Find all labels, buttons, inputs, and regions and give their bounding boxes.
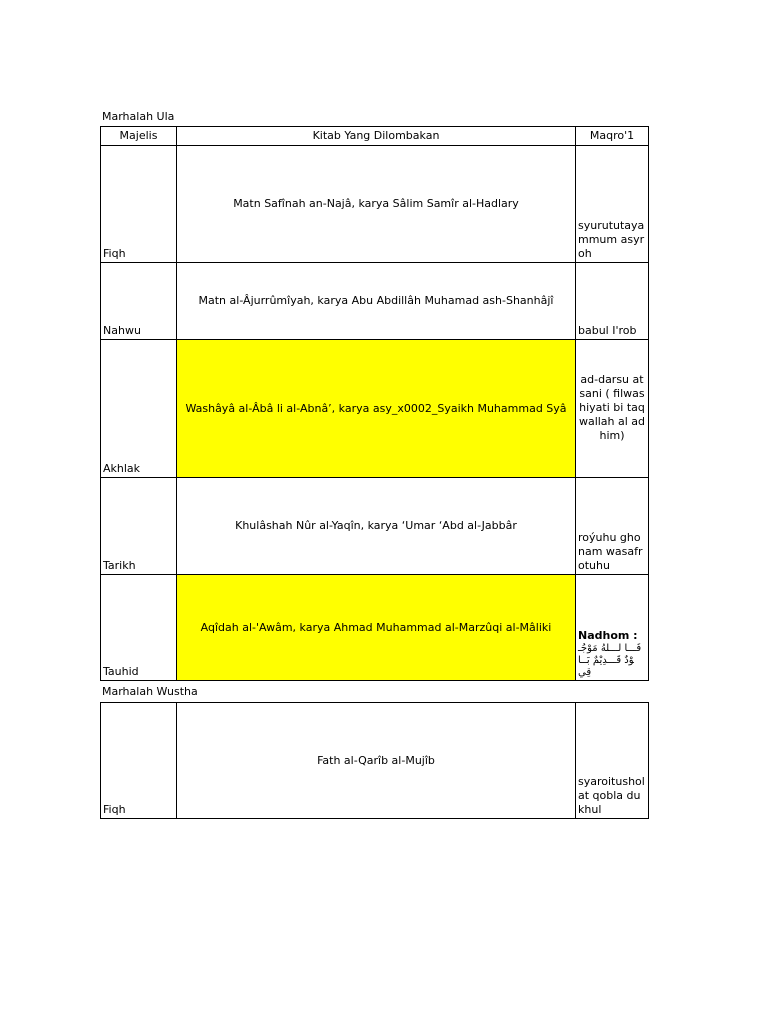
majelis-cell: Akhlak bbox=[101, 340, 177, 478]
table-row bbox=[101, 575, 649, 681]
header-maqro: Maqro'1 bbox=[576, 127, 649, 146]
nadhom-arabic-text: فَـــا لـــلهُ مَوْجُـوْدٌ قَـــدِيْمٌ بَــاقِي bbox=[578, 643, 642, 678]
kitab-cell-highlighted: Aqîdah al-'Awâm, karya Ahmad Muhammad al-Marzûqi al-Mâliki bbox=[177, 575, 576, 681]
maqro-cell: syaroitushol at qobla dukhul bbox=[576, 703, 649, 819]
nadhom-label: Nadhom : bbox=[578, 629, 638, 642]
table-row bbox=[101, 146, 649, 263]
kitab-cell: Khulâshah Nûr al-Yaqîn, karya ‘Umar ‘Abd al-Jabbâr bbox=[177, 478, 576, 575]
maqro-cell: syurututayammum asyroh bbox=[576, 146, 649, 263]
majelis-cell: Tarikh bbox=[101, 478, 177, 575]
maqro-cell-nadhom bbox=[576, 575, 649, 681]
header-kitab: Kitab Yang Dilombakan bbox=[177, 127, 576, 146]
maqro-cell: roýuhu ghonam wasafrotuhu bbox=[576, 478, 649, 575]
kitab-cell-highlighted: Washâyâ al-Âbâ li al-Abnâ’, karya asy_x0002_Syaikh Muhammad Syâ bbox=[177, 340, 576, 478]
kitab-cell: Fath al-Qarîb al-Mujîb bbox=[177, 703, 576, 819]
table-row bbox=[101, 340, 649, 478]
section-title-marhalah-ula: Marhalah Ula bbox=[102, 110, 175, 123]
table-row bbox=[101, 478, 649, 575]
maqro-cell: babul I'rob bbox=[576, 263, 649, 340]
majelis-cell: Fiqh bbox=[101, 146, 177, 263]
table-header-row bbox=[101, 127, 649, 146]
majelis-cell: Nahwu bbox=[101, 263, 177, 340]
majelis-cell: Tauhid bbox=[101, 575, 177, 681]
kitab-cell: Matn Safînah an-Najâ, karya Sâlim Samîr al-Hadlary bbox=[177, 146, 576, 263]
header-majelis: Majelis bbox=[101, 127, 177, 146]
majelis-cell: Fiqh bbox=[101, 703, 177, 819]
marhalah-wustha-table bbox=[100, 702, 649, 819]
kitab-cell: Matn al-Âjurrûmîyah, karya Abu Abdillâh Muhamad ash-Shanhâjî bbox=[177, 263, 576, 340]
section-title-marhalah-wustha: Marhalah Wustha bbox=[102, 685, 198, 698]
marhalah-ula-table bbox=[100, 126, 649, 681]
table-row bbox=[101, 263, 649, 340]
maqro-cell: ad-darsu atsani ( filwashiyati bi taqwallah al adhim) bbox=[576, 340, 649, 478]
table-row bbox=[101, 703, 649, 819]
